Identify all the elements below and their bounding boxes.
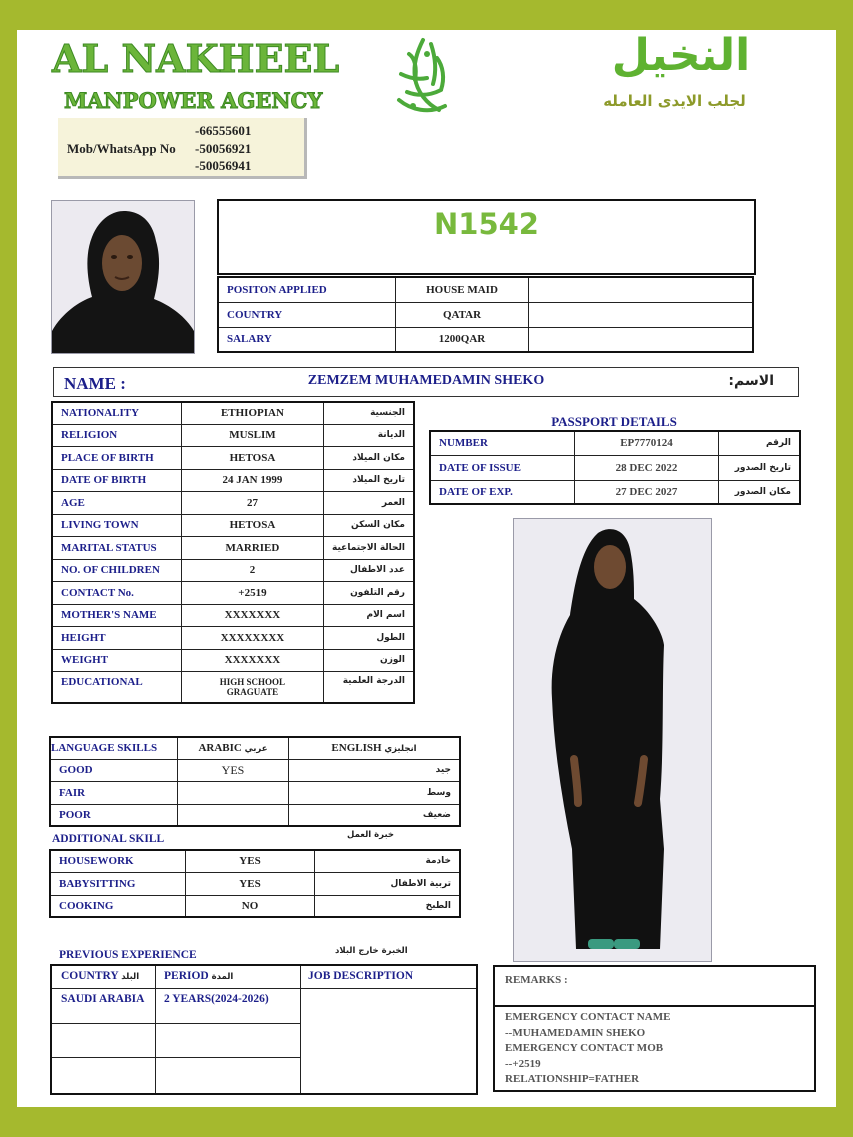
country-column-label-arabic: البلد (121, 972, 140, 982)
issue-date-value: 28 DEC 2022 (575, 455, 719, 480)
issue-date-label: DATE OF ISSUE (430, 455, 575, 480)
passport-number-label-arabic: الرقم (719, 431, 801, 455)
empty-cell (529, 327, 754, 352)
table-row (52, 649, 414, 671)
good-label: GOOD (50, 759, 178, 781)
empty-cell (529, 277, 754, 302)
weight-label-arabic: الوزن (324, 649, 414, 671)
table-row (430, 431, 800, 455)
table-row (430, 455, 800, 480)
table-row (52, 536, 414, 559)
period-column-label: PERIOD (164, 970, 209, 982)
reference-box (217, 199, 756, 275)
poor-label: POOR (50, 804, 178, 826)
age-label: AGE (52, 491, 181, 514)
phone-number: -50056941 (195, 158, 252, 173)
brand-name: AL NAKHEEL (52, 36, 340, 81)
row-divider (52, 1023, 300, 1024)
children-value: 2 (181, 559, 323, 581)
remarks-line: EMERGENCY CONTACT NAME (505, 1011, 671, 1023)
issue-date-label-arabic: تاريخ الصدور (719, 455, 801, 480)
table-row (52, 626, 414, 649)
phone-number: -66555601 (195, 123, 252, 138)
row-divider (52, 1057, 300, 1058)
arabic-fair-value (178, 781, 289, 804)
column-divider (300, 966, 301, 1093)
additional-skill-title: ADDITIONAL SKILL (52, 833, 165, 845)
nationality-label: NATIONALITY (52, 402, 181, 424)
experience-period-value: 2 YEARS(2024-2026) (164, 993, 269, 1005)
living-town-label: LIVING TOWN (52, 514, 181, 536)
table-row (52, 446, 414, 469)
table-row (50, 781, 460, 804)
place-of-birth-label: PLACE OF BIRTH (52, 446, 181, 469)
experience-table (50, 964, 478, 1095)
contact-label-arabic: رقم التلفون (324, 581, 414, 604)
living-town-label-arabic: مكان السكن (324, 514, 414, 536)
children-label-arabic: عدد الاطفال (324, 559, 414, 581)
marital-status-label-arabic: الحالة الاجتماعية (324, 536, 414, 559)
weight-value: XXXXXXX (181, 649, 323, 671)
expiry-date-label: DATE OF EXP. (430, 480, 575, 504)
weight-label: WEIGHT (52, 649, 181, 671)
marital-status-label: MARITAL STATUS (52, 536, 181, 559)
palm-calligraphy-logo (387, 34, 459, 120)
babysitting-label: BABYSITTING (50, 872, 186, 895)
cooking-value: NO (186, 895, 315, 917)
table-row (430, 480, 800, 504)
table-row (50, 737, 460, 759)
name-label-arabic: الاسم: (728, 373, 774, 389)
arabic-poor-value (178, 804, 289, 826)
personal-details-table (51, 401, 415, 704)
education-value-line: GRAGUATE (226, 686, 279, 697)
additional-skill-title-arabic: خبرة العمل (347, 830, 395, 840)
table-row (52, 424, 414, 446)
remarks-label: REMARKS : (505, 974, 568, 986)
table-row (50, 759, 460, 781)
height-value: XXXXXXXX (181, 626, 323, 649)
passport-table (429, 430, 801, 505)
mothers-name-value: XXXXXXX (181, 604, 323, 626)
table-row (50, 804, 460, 826)
phone-list (195, 122, 251, 175)
empty-cell (529, 302, 754, 327)
housework-label-arabic: خادمة (315, 850, 461, 872)
table-row (218, 327, 753, 352)
table-row (50, 850, 460, 872)
country-column-header (61, 970, 139, 982)
education-label-arabic: الدرجة العلمية (324, 671, 414, 703)
column-divider (155, 966, 156, 1093)
previous-experience-title: PREVIOUS EXPERIENCE (59, 949, 197, 961)
table-row (52, 604, 414, 626)
table-row (218, 302, 753, 327)
reference-code: N1542 (434, 207, 539, 241)
table-row (52, 402, 414, 424)
candidate-name: ZEMZEM MUHAMEDAMIN SHEKO (307, 373, 545, 388)
contact-value: +2519 (181, 581, 323, 604)
children-label: NO. OF CHILDREN (52, 559, 181, 581)
job-description-column-header: JOB DESCRIPTION (308, 970, 414, 982)
table-row (52, 491, 414, 514)
remarks-line: --+2519 (505, 1057, 541, 1070)
cooking-label: COOKING (50, 895, 186, 917)
poor-label-arabic: ضعيف (289, 804, 461, 826)
full-body-image (514, 519, 711, 961)
brand-name-arabic: النخيل (611, 30, 751, 81)
cv-page (17, 30, 836, 1107)
remarks-line: --MUHAMEDAMIN SHEKO (505, 1026, 646, 1039)
mothers-name-label-arabic: اسم الام (324, 604, 414, 626)
passport-title: PASSPORT DETAILS (551, 414, 677, 429)
country-value: QATAR (396, 302, 529, 327)
religion-label: RELIGION (52, 424, 181, 446)
additional-skills-table (49, 849, 461, 918)
babysitting-value: YES (186, 872, 315, 895)
remarks-line: RELATIONSHIP=FATHER (505, 1073, 640, 1085)
arabic-column-label-arabic: عربي (244, 744, 268, 755)
height-label-arabic: الطول (324, 626, 414, 649)
table-row (52, 514, 414, 536)
table-row (52, 559, 414, 581)
brand-subtitle: MANPOWER AGENCY (64, 88, 323, 113)
cooking-label-arabic: الطبخ (315, 895, 461, 917)
language-skills-header: LANGUAGE SKILLS (50, 737, 178, 759)
english-column-label-arabic: انجليزي (384, 744, 417, 755)
nationality-label-arabic: الجنسية (324, 402, 414, 424)
education-value (181, 671, 323, 703)
remarks-divider (495, 1005, 814, 1007)
arabic-column-header (178, 737, 289, 759)
education-label: EDUCATIONAL (52, 671, 181, 703)
passport-number-value: EP7770124 (575, 431, 719, 455)
row-divider (52, 988, 476, 989)
salary-value: 1200QAR (396, 327, 529, 352)
mothers-name-label: MOTHER'S NAME (52, 604, 181, 626)
position-label: POSITON APPLIED (218, 277, 396, 302)
period-column-label-arabic: المدة (211, 972, 234, 982)
contact-label: CONTACT No. (52, 581, 181, 604)
height-label: HEIGHT (52, 626, 181, 649)
english-column-header (289, 737, 461, 759)
phone-label: Mob/WhatsApp No (67, 141, 176, 156)
babysitting-label-arabic: تربية الاطفال (315, 872, 461, 895)
age-value: 27 (181, 491, 323, 514)
passport-number-label: NUMBER (430, 431, 575, 455)
table-row (52, 671, 414, 703)
table-row (50, 895, 460, 917)
education-value-line: HIGH SCHOOL (219, 676, 286, 687)
table-row (50, 872, 460, 895)
living-town-value: HETOSA (181, 514, 323, 536)
expiry-date-value: 27 DEC 2027 (575, 480, 719, 504)
table-row (52, 581, 414, 604)
salary-label: SALARY (218, 327, 396, 352)
name-bar (53, 367, 799, 397)
housework-value: YES (186, 850, 315, 872)
dob-value: 24 JAN 1999 (181, 469, 323, 491)
arabic-good-value: YES (178, 759, 289, 781)
brand-tagline-arabic: لجلب الايدى العامله (603, 92, 746, 110)
expiry-date-label-arabic: مكان الصدور (719, 480, 801, 504)
experience-country-value: SAUDI ARABIA (61, 993, 145, 1005)
age-label-arabic: العمر (324, 491, 414, 514)
housework-label: HOUSEWORK (50, 850, 186, 872)
portrait-image (52, 201, 194, 353)
previous-experience-title-arabic: الخبرة خارج البلاد (335, 946, 408, 956)
marital-status-value: MARRIED (181, 536, 323, 559)
place-of-birth-label-arabic: مكان الميلاد (324, 446, 414, 469)
period-column-header (164, 970, 233, 982)
country-label: COUNTRY (218, 302, 396, 327)
dob-label-arabic: تاريخ الميلاد (324, 469, 414, 491)
position-table (217, 276, 754, 353)
full-body-photo (513, 518, 712, 962)
english-column-label: ENGLISH (331, 742, 382, 755)
remarks-box (493, 965, 816, 1092)
name-label: NAME : (64, 374, 126, 393)
fair-label: FAIR (50, 781, 178, 804)
place-of-birth-value: HETOSA (181, 446, 323, 469)
dob-label: DATE OF BIRTH (52, 469, 181, 491)
religion-value: MUSLIM (181, 424, 323, 446)
language-skills-table (49, 736, 461, 827)
remarks-content (505, 1010, 670, 1088)
arabic-column-label: ARABIC (198, 742, 242, 755)
nationality-value: ETHIOPIAN (181, 402, 323, 424)
fair-label-arabic: وسط (289, 781, 461, 804)
country-column-label: COUNTRY (61, 970, 119, 982)
remarks-line: EMERGENCY CONTACT MOB (505, 1042, 664, 1054)
head-photo (51, 200, 195, 354)
position-value: HOUSE MAID (396, 277, 529, 302)
table-row (52, 469, 414, 491)
phone-number: -50056921 (195, 140, 252, 156)
good-label-arabic: جيد (289, 759, 461, 781)
phone-box (58, 118, 307, 179)
religion-label-arabic: الديانة (324, 424, 414, 446)
table-row (218, 277, 753, 302)
